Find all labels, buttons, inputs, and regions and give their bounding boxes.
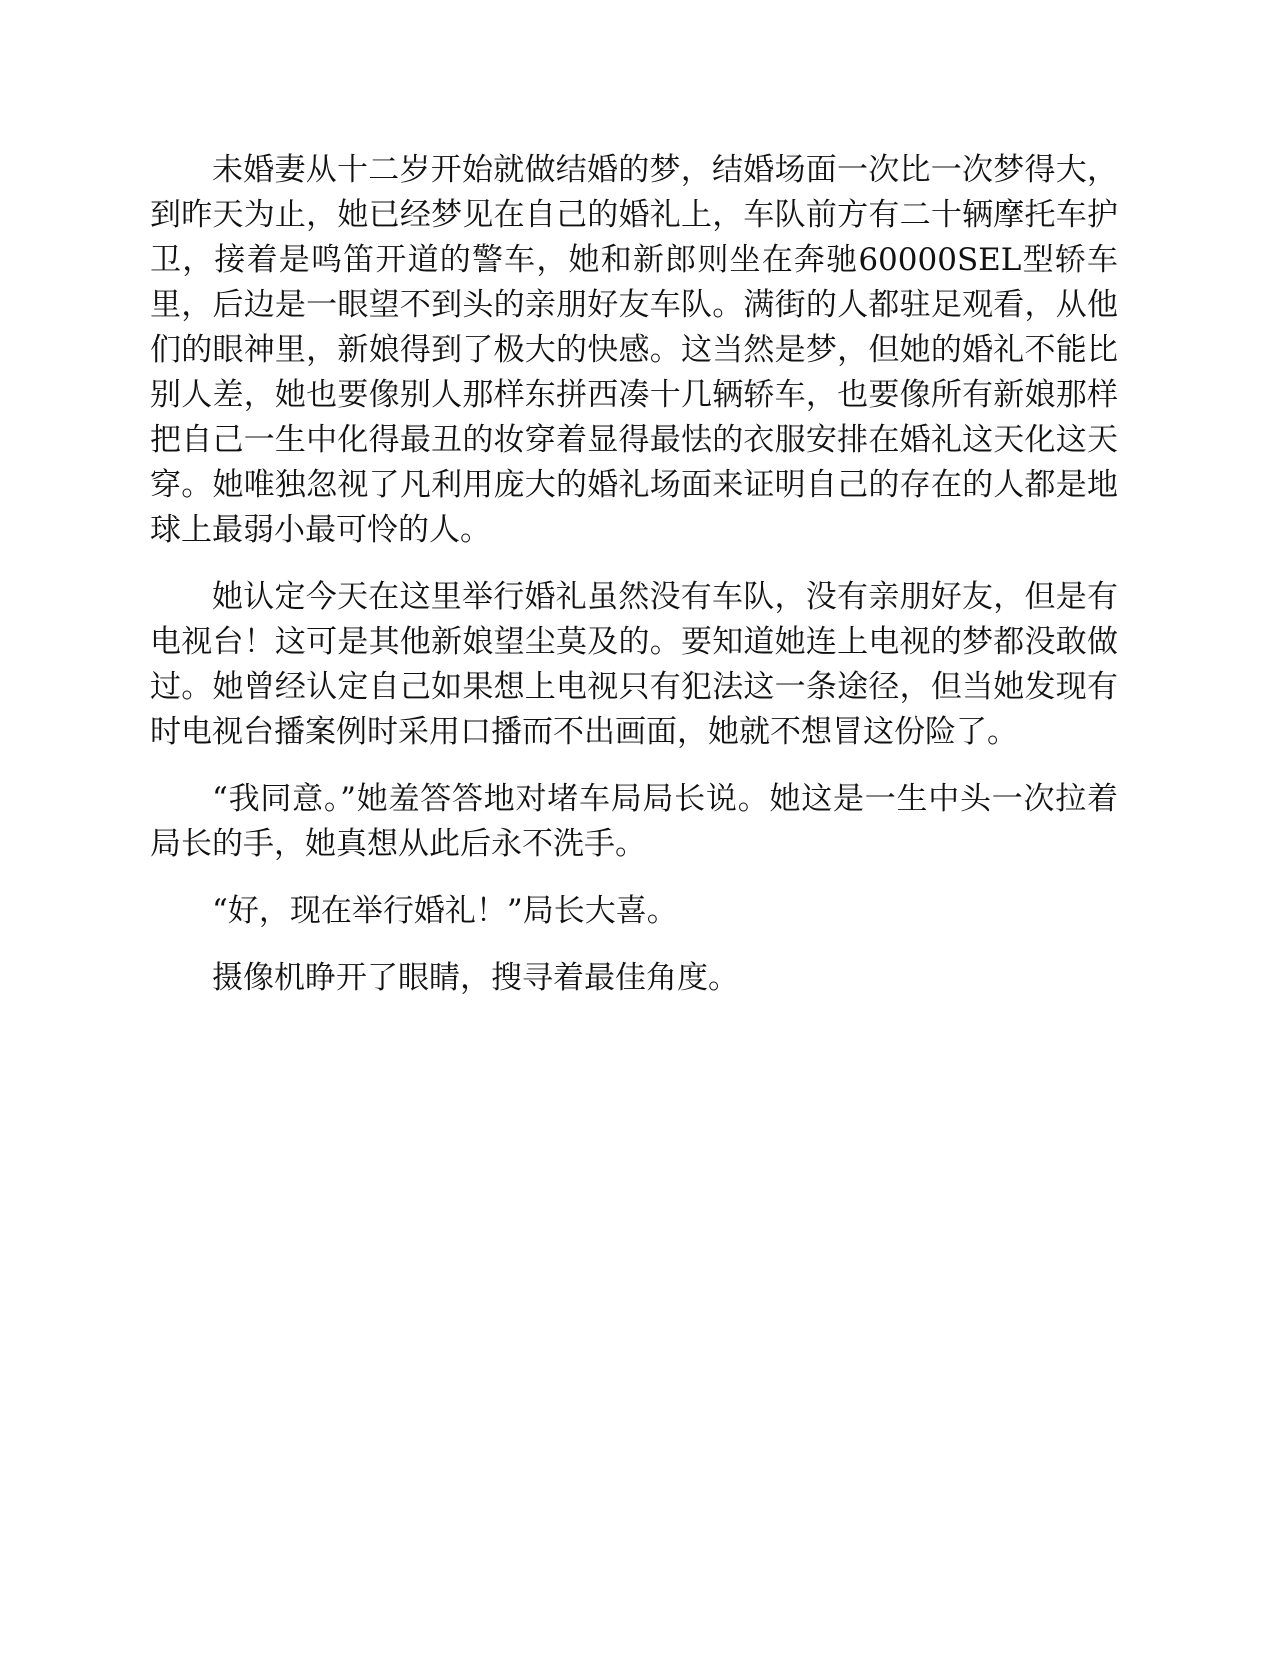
paragraph-1: 未婚妻从十二岁开始就做结婚的梦，结婚场面一次比一次梦得大，到昨天为止，她已经梦见在自己的婚礼上，车队前方有二十辆摩托车护卫，接着是鸣笛开道的警车，她和新郎则坐在奔驰60000SEL型轿车里，后边是一眼望不到头的亲朋好友车队。满街的人都驻足观看，从他们的眼神里，新娘得到了极大的快感。这当然是梦，但她的婚礼不能比别人差，她也要像别人那样东拼西凑十几辆轿车，也要像所有新娘那样把自己一生中化得最丑的妆穿着显得最怯的衣服安排在婚礼这天化这天穿。她唯独忽视了凡利用庞大的婚礼场面来证明自己的存在的人都是地球上最弱小最可怜的人。 [150, 152, 1118, 548]
paragraph-5: 摄像机睁开了眼睛，搜寻着最佳角度。 [212, 960, 739, 996]
paragraph-4: “好，现在举行婚礼！”局长大喜。 [212, 893, 678, 929]
paragraph-2: 她认定今天在这里举行婚礼虽然没有车队，没有亲朋好友，但是有电视台！这可是其他新娘望尘莫及的。要知道她连上电视的梦都没敢做过。她曾经认定自己如果想上电视只有犯法这一条途径，但当她发现有时电视台播案例时采用口播而不出画面，她就不想冒这份险了。 [150, 579, 1118, 750]
paragraph-3: “我同意。”她羞答答地对堵车局局长说。她这是一生中头一次拉着局长的手，她真想从此后永不洗手。 [150, 781, 1118, 862]
document-body [150, 148, 1118, 1023]
